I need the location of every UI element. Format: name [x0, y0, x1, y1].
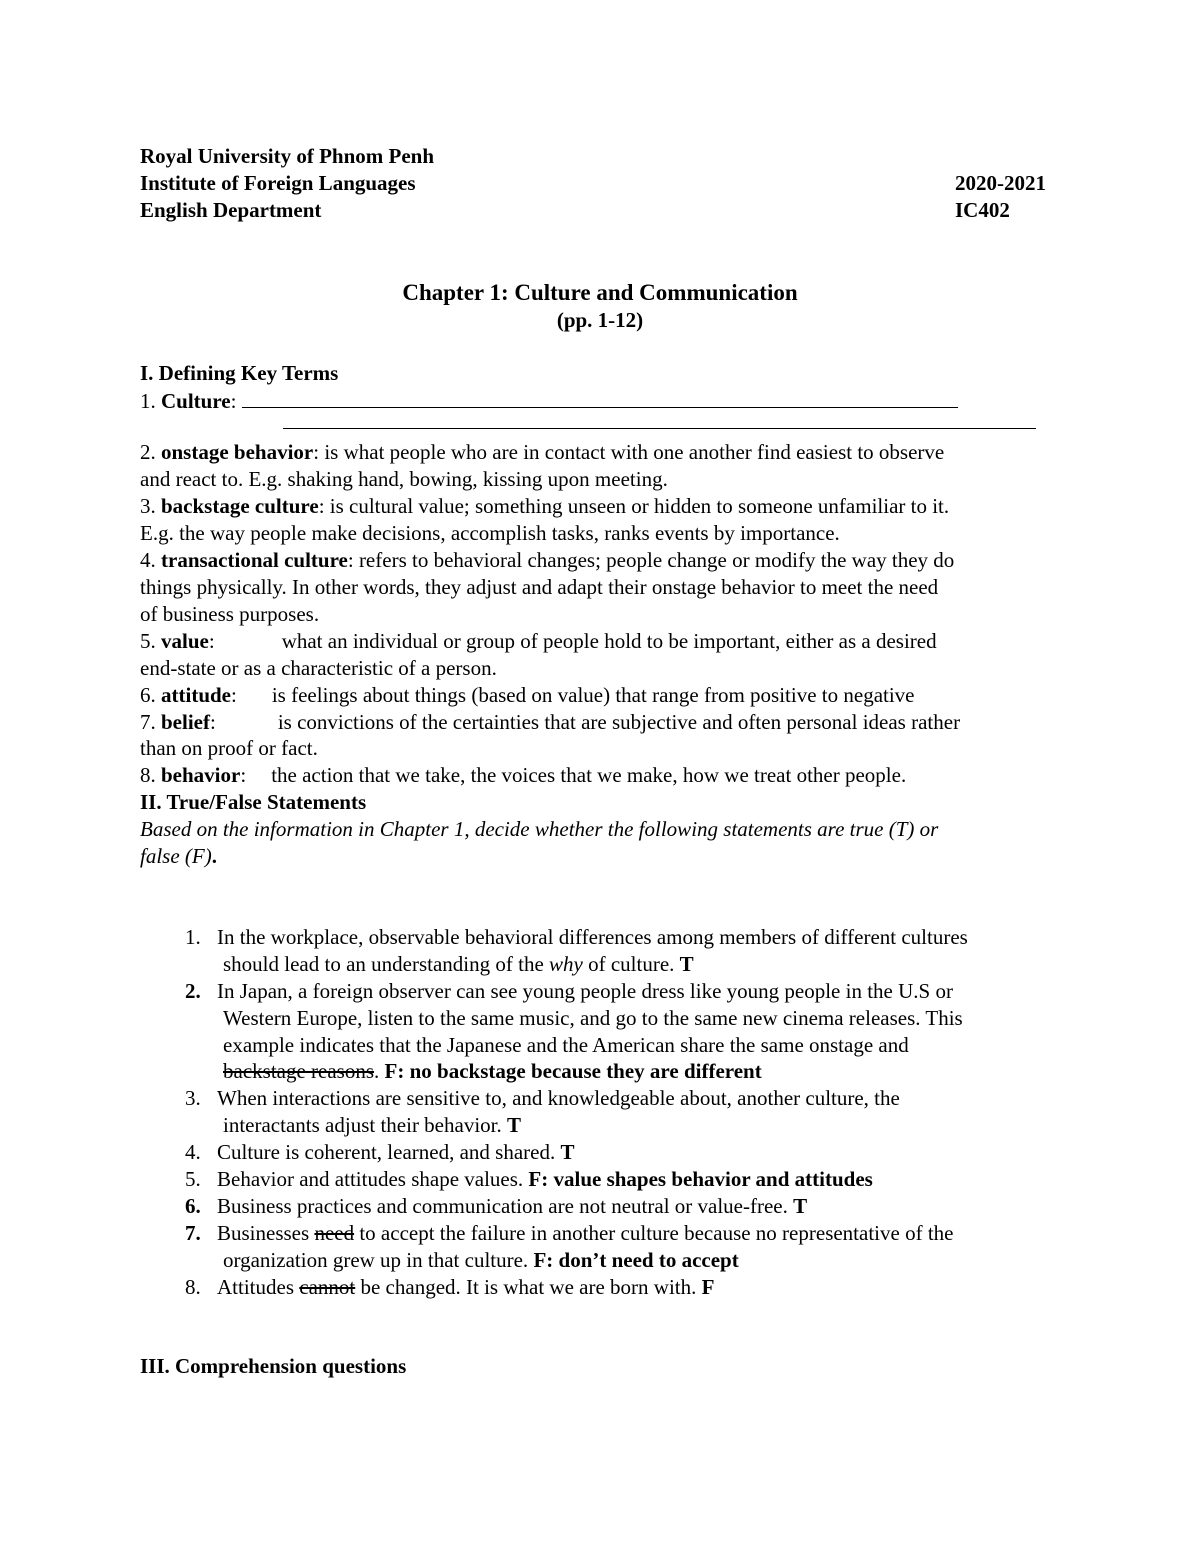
instruction-period: .: [211, 844, 217, 869]
university-name: Royal University of Phnom Penh: [140, 144, 434, 168]
item-text-cont: [217, 1247, 1060, 1274]
term-number: 2.: [140, 440, 161, 465]
item-text: [217, 1274, 1060, 1301]
term-number: 6.: [140, 682, 161, 707]
item-text-part: of culture.: [582, 951, 680, 976]
item-text-part: Culture is coherent, learned, and shared.: [217, 1140, 561, 1165]
department-name: English Department: [140, 197, 322, 222]
spacer: [140, 870, 1060, 924]
header-row-2: [140, 170, 1060, 197]
item-text: When interactions are sensitive to, and knowledgeable about, another culture, the: [217, 1086, 900, 1111]
term-definition-cont: of business purposes.: [140, 601, 320, 626]
list-item: [140, 1193, 1060, 1220]
term-1: [140, 387, 1060, 415]
item-struck-text: need: [314, 1220, 355, 1245]
term-number: 7.: [140, 709, 161, 734]
term-culture: Culture: [161, 388, 231, 413]
document-page: [140, 143, 1060, 1380]
term-colon: :: [208, 628, 215, 653]
item-text-part: Businesses: [217, 1220, 315, 1245]
term-definition-cont: end-state or as a characteristic of a person.: [140, 655, 497, 680]
term-definition: is convictions of the certainties that are subjective and often personal ideas rather: [277, 709, 961, 734]
term-colon: :: [209, 709, 216, 734]
term-colon: :: [240, 763, 247, 788]
term-definition: what an individual or group of people hold to be important, either as a desired: [281, 628, 937, 653]
list-item: [140, 1166, 1060, 1193]
item-number: 2.: [185, 978, 201, 1003]
term-colon: :: [231, 682, 237, 707]
instruction-text: false (F): [140, 844, 212, 869]
item-number: 3.: [185, 1086, 201, 1111]
term-2: [140, 439, 1060, 466]
term-backstage-culture: backstage culture: [161, 494, 319, 519]
list-item: [140, 924, 1060, 978]
item-number: 1.: [185, 924, 201, 949]
item-answer: T: [679, 951, 694, 976]
item-answer: T: [793, 1194, 808, 1218]
term-value: value: [161, 628, 209, 653]
item-answer: F: value shapes behavior and attitudes: [528, 1167, 873, 1192]
list-item: [140, 1220, 1060, 1274]
section3-heading: III. Comprehension questions: [140, 1353, 407, 1378]
chapter-title: Chapter 1: Culture and Communication: [402, 279, 798, 305]
term-behavior: behavior: [161, 763, 241, 788]
item-text: [217, 1166, 1060, 1193]
term-definition: : refers to behavioral changes; people change or modify the way they do: [347, 548, 955, 573]
item-answer: F: don’t need to accept: [533, 1247, 739, 1272]
term-attitude: attitude: [161, 682, 231, 707]
item-number: 5.: [185, 1167, 201, 1192]
item-text-part: Behavior and attitudes shape values.: [217, 1167, 529, 1192]
item-text-part: be changed. It is what we are born with.: [355, 1274, 702, 1299]
term-number: 4.: [140, 548, 161, 573]
header-row-3: [140, 197, 1060, 224]
item-text-part: Business practices and communication are not neutral or value-free.: [217, 1194, 794, 1218]
item-text-cont: [217, 1058, 1060, 1085]
item-italic-word: why: [549, 951, 583, 976]
answer-blank-line: [242, 387, 958, 408]
list-item: [140, 1274, 1060, 1301]
section1-heading: I. Defining Key Terms: [140, 360, 339, 385]
item-text-part: should lead to an understanding of the: [223, 951, 550, 976]
item-text-part: .: [374, 1059, 385, 1084]
item-number: 7.: [185, 1220, 201, 1245]
term-transactional-culture: transactional culture: [161, 548, 348, 573]
item-text-part: organization grew up in that culture.: [223, 1247, 534, 1272]
term-definition: the action that we take, the voices that we make, how we treat other people.: [271, 763, 907, 788]
item-number: 6.: [185, 1194, 201, 1218]
item-text-cont: [217, 951, 1060, 978]
item-text: In Japan, a foreign observer can see young people dress like young people in the U.S or: [217, 978, 953, 1003]
item-text: [217, 1193, 1060, 1220]
term-definition: : is what people who are in contact with one another find easiest to observe: [313, 440, 945, 465]
section2-instruction-cont: [140, 843, 1060, 870]
term-definition: is feelings about things (based on value) that range from positive to negative: [271, 682, 915, 707]
term-definition-cont: things physically. In other words, they adjust and adapt their onstage behavior to meet the need: [140, 574, 939, 599]
answer-blank-line-2: [283, 414, 1036, 429]
academic-year: 2020-2021: [955, 170, 1046, 195]
institute-name: Institute of Foreign Languages: [140, 170, 416, 195]
item-text: In the workplace, observable behavioral differences among members of different cultures: [217, 924, 968, 949]
item-number: 4.: [185, 1140, 201, 1165]
term-number: 1.: [140, 388, 161, 413]
item-answer: F: [701, 1274, 715, 1299]
item-struck-text: cannot: [299, 1274, 356, 1299]
term-5: [140, 628, 1060, 655]
term-belief: belief: [161, 709, 210, 734]
list-item: [140, 1139, 1060, 1166]
item-answer: F: no backstage because they are different: [384, 1059, 762, 1084]
true-false-list: [140, 924, 1060, 1301]
section2-heading: II. True/False Statements: [140, 790, 367, 815]
term-7: [140, 709, 1060, 736]
item-answer: T: [507, 1113, 522, 1138]
item-struck-text: backstage reasons: [223, 1059, 375, 1084]
term-3: [140, 493, 1060, 520]
course-code: IC402: [955, 197, 1010, 222]
item-number: 8.: [185, 1274, 201, 1299]
term-8: [140, 762, 1060, 789]
item-text-part: interactants adjust their behavior.: [223, 1113, 507, 1138]
term-number: 8.: [140, 763, 161, 788]
header-row-1: [140, 143, 1060, 170]
term-4: [140, 547, 1060, 574]
item-text-cont: example indicates that the Japanese and the American share the same onstage and: [223, 1032, 909, 1057]
term-definition-cont: and react to. E.g. shaking hand, bowing, kissing upon meeting.: [140, 467, 668, 492]
term-definition: : is cultural value; something unseen or hidden to someone unfamiliar to it.: [318, 494, 950, 519]
item-answer: T: [560, 1140, 575, 1165]
list-item: [140, 978, 1060, 1086]
term-number: 3.: [140, 494, 161, 519]
item-text: [217, 1220, 1060, 1247]
item-text: [217, 1139, 1060, 1166]
term-definition-cont: than on proof or fact.: [140, 736, 318, 761]
term-number: 5.: [140, 628, 161, 653]
term-onstage-behavior: onstage behavior: [161, 440, 314, 465]
item-text-part: Attitudes: [217, 1274, 300, 1299]
term-definition-cont: E.g. the way people make decisions, accomplish tasks, ranks events by importance.: [140, 521, 840, 546]
item-text-cont: [217, 1112, 1060, 1139]
chapter-pages: (pp. 1-12): [556, 307, 644, 332]
item-text-cont: Western Europe, listen to the same music, and go to the same new cinema releases. This: [223, 1005, 963, 1030]
term-colon: :: [230, 388, 242, 413]
list-item: [140, 1085, 1060, 1139]
section2-instruction: Based on the information in Chapter 1, decide whether the following statements are true (T) or: [140, 817, 939, 842]
item-text-part: to accept the failure in another culture because no representative of the: [354, 1220, 954, 1245]
term-6: [140, 682, 1060, 709]
